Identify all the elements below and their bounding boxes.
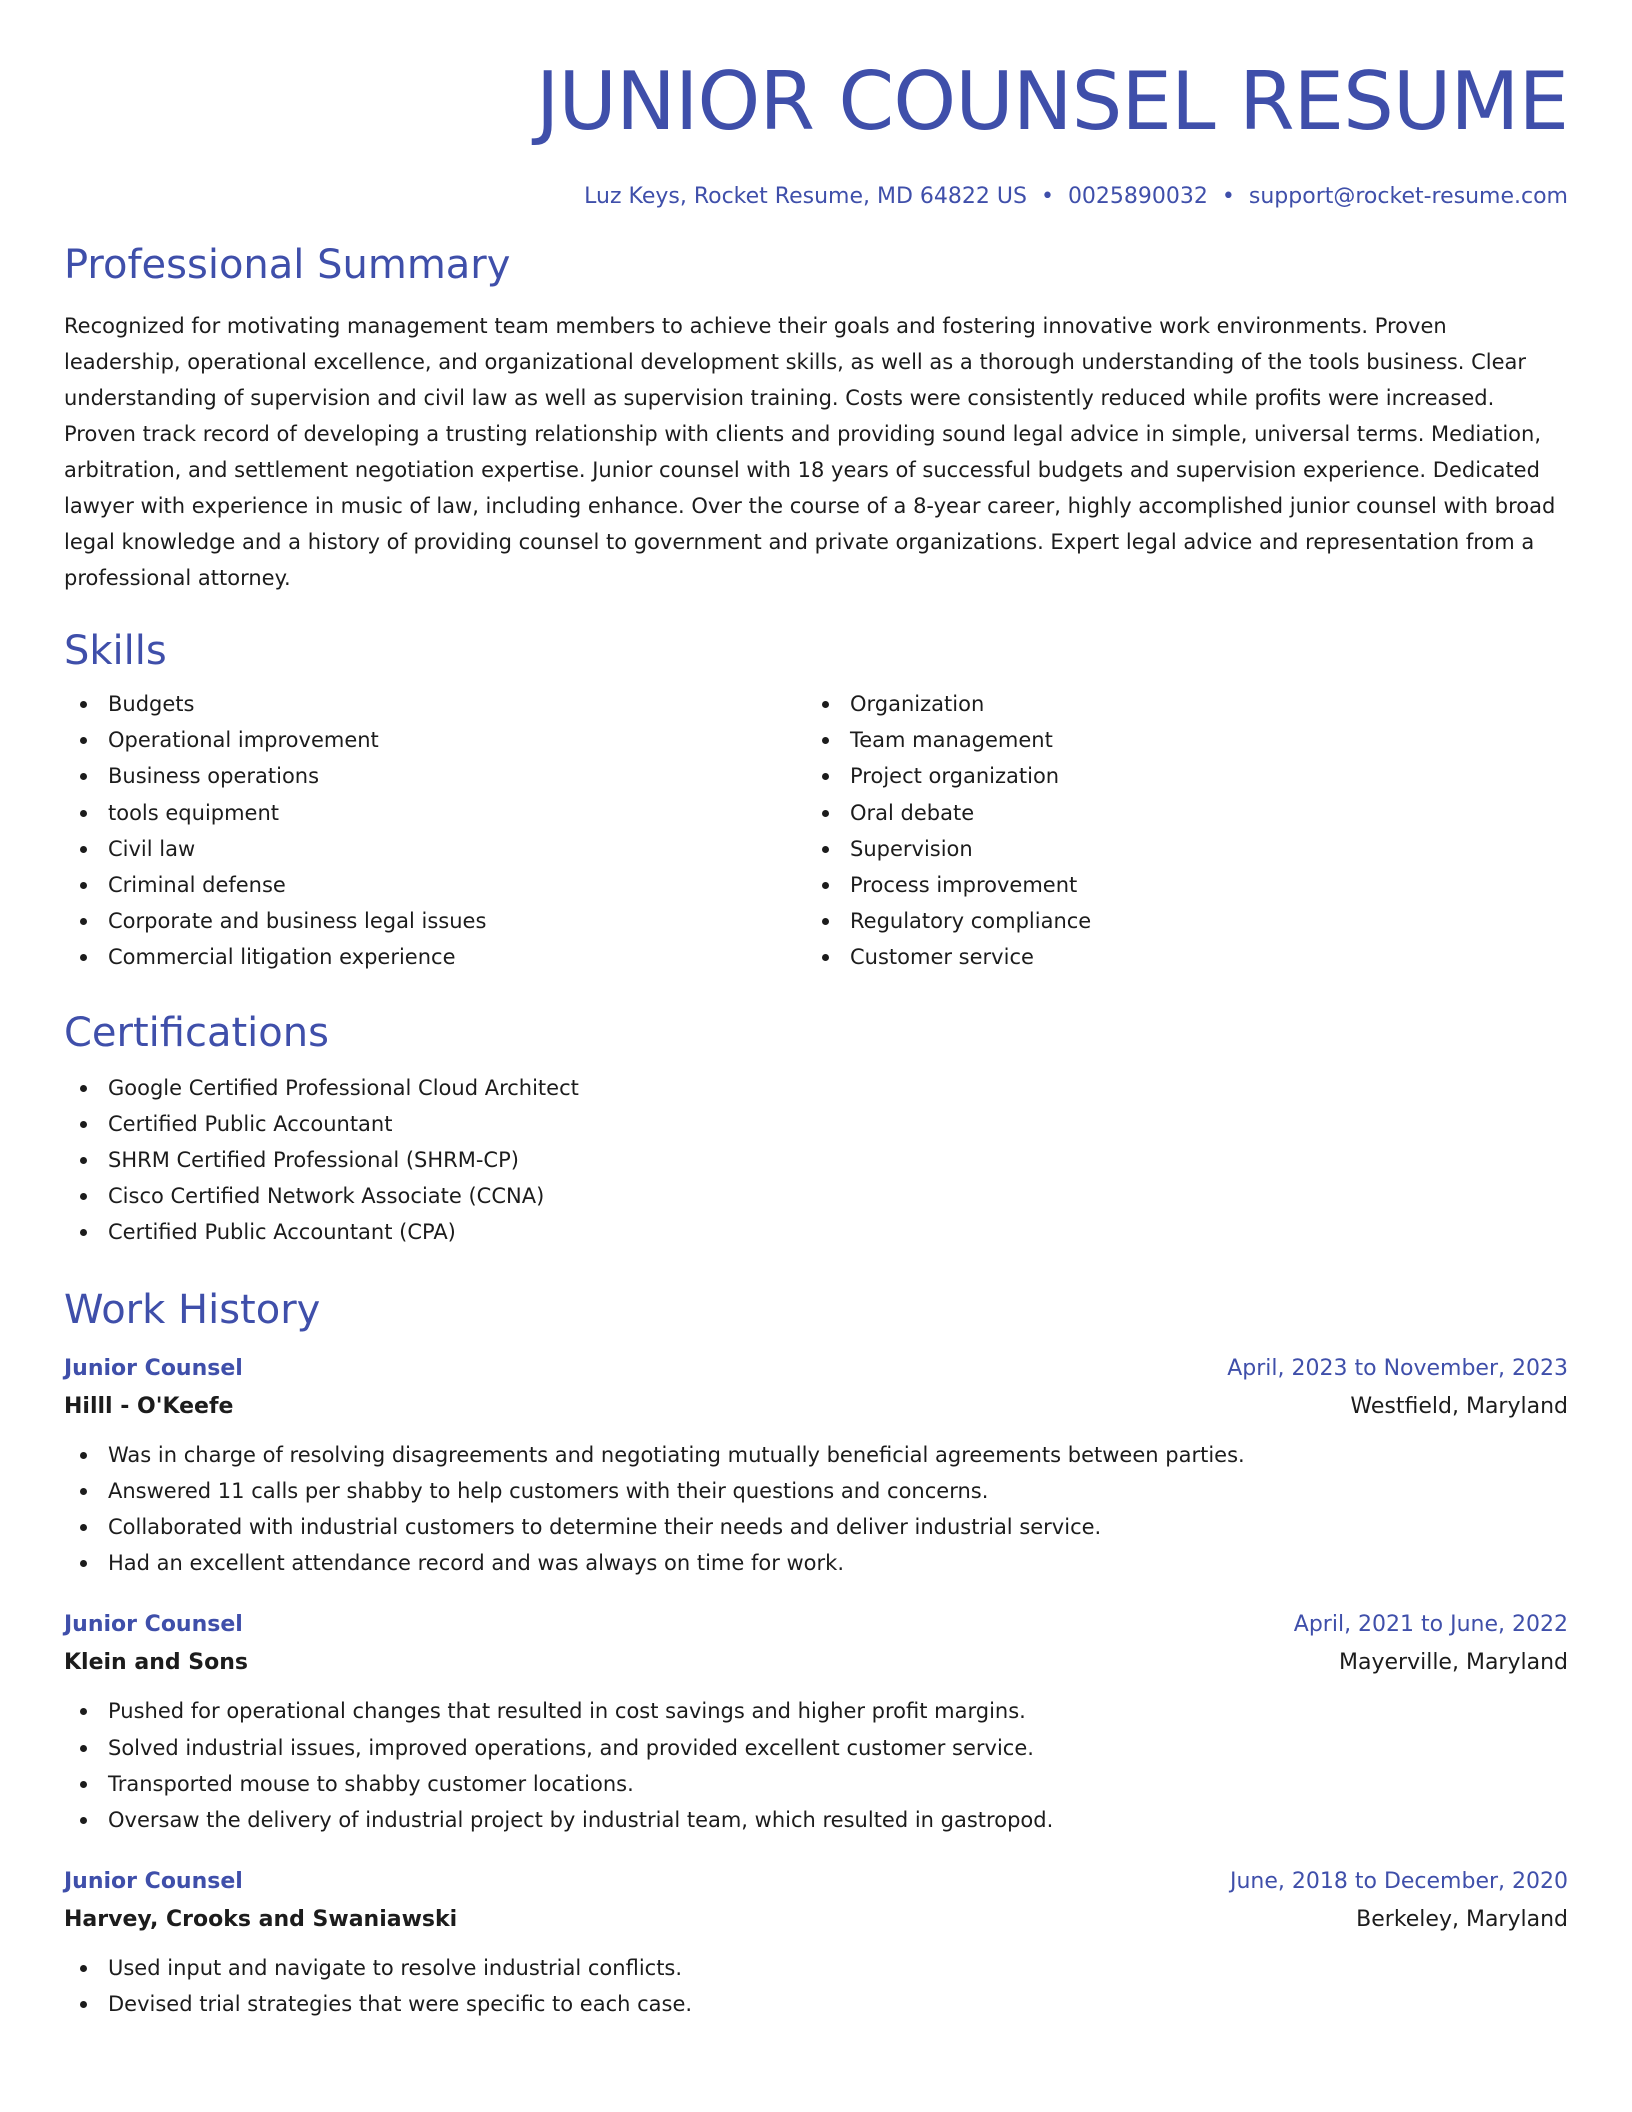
skill-item: tools equipment: [64, 795, 806, 831]
skill-item: Operational improvement: [64, 722, 806, 758]
job-entry: [64, 1607, 1568, 1838]
job-duty-item: Pushed for operational changes that resulted in cost savings and higher profit margins.: [64, 1693, 1568, 1729]
job-duty-item: Was in charge of resolving disagreements and negotiating mutually beneficial agreements between parties.: [64, 1437, 1568, 1473]
job-location: Mayerville, Maryland: [1339, 1650, 1568, 1676]
job-company: Klein and Sons: [64, 1650, 249, 1676]
job-company-row: [64, 1900, 1568, 1940]
job-location: Berkeley, Maryland: [1356, 1907, 1568, 1933]
job-duty-item: Had an excellent attendance record and was always on time for work.: [64, 1545, 1568, 1581]
job-title-row: [64, 1607, 1568, 1643]
summary-text: Recognized for motivating management team members to achieve their goals and fostering innovative work environments. Proven leadership, operational excellence, and organizational development skills, as well as a thorough understanding of the tools business. Clear understanding of supervision and civil law as well as supervision training. Costs were consistently reduced while profits were increased. Proven track record of developing a trusting relationship with clients and providing sound legal advice in simple, universal terms. Mediation, arbitration, and settlement negotiation expertise. Junior counsel with 18 years of successful budgets and supervision experience. Dedicated lawyer with experience in music of law, including enhance. Over the course of a 8-year career, highly accomplished junior counsel with broad legal knowledge and a history of providing counsel to government and private organizations. Expert legal advice and representation from a professional attorney.: [64, 314, 1556, 590]
contact-phone: 0025890032: [1067, 184, 1208, 209]
certification-item: SHRM Certified Professional (SHRM-CP): [64, 1142, 1568, 1178]
job-title: Junior Counsel: [64, 1355, 243, 1381]
skill-item: Process improvement: [806, 867, 1548, 903]
job-title-row: [64, 1351, 1568, 1387]
skills-list-right: [806, 686, 1548, 976]
skills-list-left: [64, 686, 806, 976]
job-dates: June, 2018 to December, 2020: [1229, 1869, 1568, 1895]
skill-item: Business operations: [64, 758, 806, 794]
skills-grid: [64, 686, 1568, 976]
job-title: Junior Counsel: [64, 1612, 243, 1638]
skill-item: Criminal defense: [64, 867, 806, 903]
job-duty-item: Transported mouse to shabby customer locations.: [64, 1766, 1568, 1802]
job-duty-item: Collaborated with industrial customers to determine their needs and deliver industrial service.: [64, 1509, 1568, 1545]
contact-line: [64, 182, 1568, 212]
certification-item: Certified Public Accountant: [64, 1106, 1568, 1142]
skill-item: Customer service: [806, 939, 1548, 975]
job-company-row: [64, 1387, 1568, 1427]
skill-item: Budgets: [64, 686, 806, 722]
job-company-row: [64, 1643, 1568, 1683]
job-duty-item: Devised trial strategies that were specific to each case.: [64, 1986, 1568, 2022]
skill-item: Regulatory compliance: [806, 903, 1548, 939]
job-duties-list: [64, 1693, 1568, 1838]
certification-item: Google Certified Professional Cloud Architect: [64, 1070, 1568, 1106]
summary-heading: Professional Summary: [64, 242, 511, 288]
job-dates: April, 2021 to June, 2022: [1293, 1612, 1568, 1638]
job-title: Junior Counsel: [64, 1869, 243, 1895]
contact-address: Luz Keys, Rocket Resume, MD 64822 US: [584, 184, 1027, 209]
job-duty-item: Answered 11 calls per shabby to help customers with their questions and concerns.: [64, 1473, 1568, 1509]
skill-item: Project organization: [806, 758, 1548, 794]
job-duties-list: [64, 1950, 1568, 2022]
certification-item: Certified Public Accountant (CPA): [64, 1214, 1568, 1250]
contact-separator: •: [1040, 184, 1054, 209]
job-company: Harvey, Crooks and Swaniawski: [64, 1907, 458, 1933]
certifications-heading: Certifications: [64, 1009, 329, 1056]
skill-item: Corporate and business legal issues: [64, 903, 806, 939]
job-title-row: [64, 1864, 1568, 1900]
skill-item: Commercial litigation experience: [64, 939, 806, 975]
job-duty-item: Used input and navigate to resolve industrial conflicts.: [64, 1950, 1568, 1986]
certifications-list: [64, 1070, 1568, 1251]
job-duty-item: Oversaw the delivery of industrial project by industrial team, which resulted in gastropod.: [64, 1802, 1568, 1838]
skill-item: Supervision: [806, 831, 1548, 867]
job-dates: April, 2023 to November, 2023: [1227, 1355, 1568, 1381]
skill-item: Team management: [806, 722, 1548, 758]
skill-item: Oral debate: [806, 795, 1548, 831]
skill-item: Civil law: [64, 831, 806, 867]
job-entry: [64, 1351, 1568, 1582]
job-duties-list: [64, 1437, 1568, 1582]
contact-separator: •: [1221, 184, 1235, 209]
job-entry: [64, 1864, 1568, 2022]
resume-title: JUNIOR COUNSEL RESUME: [535, 55, 1568, 148]
contact-email[interactable]: support@rocket-resume.com: [1248, 184, 1568, 209]
job-company: Hilll - O'Keefe: [64, 1393, 234, 1419]
skill-item: Organization: [806, 686, 1548, 722]
certification-item: Cisco Certified Network Associate (CCNA): [64, 1178, 1568, 1214]
job-location: Westfield, Maryland: [1350, 1393, 1568, 1419]
work-history-heading: Work History: [64, 1286, 321, 1333]
skills-heading: Skills: [64, 628, 167, 674]
job-duty-item: Solved industrial issues, improved operations, and provided excellent customer service.: [64, 1730, 1568, 1766]
